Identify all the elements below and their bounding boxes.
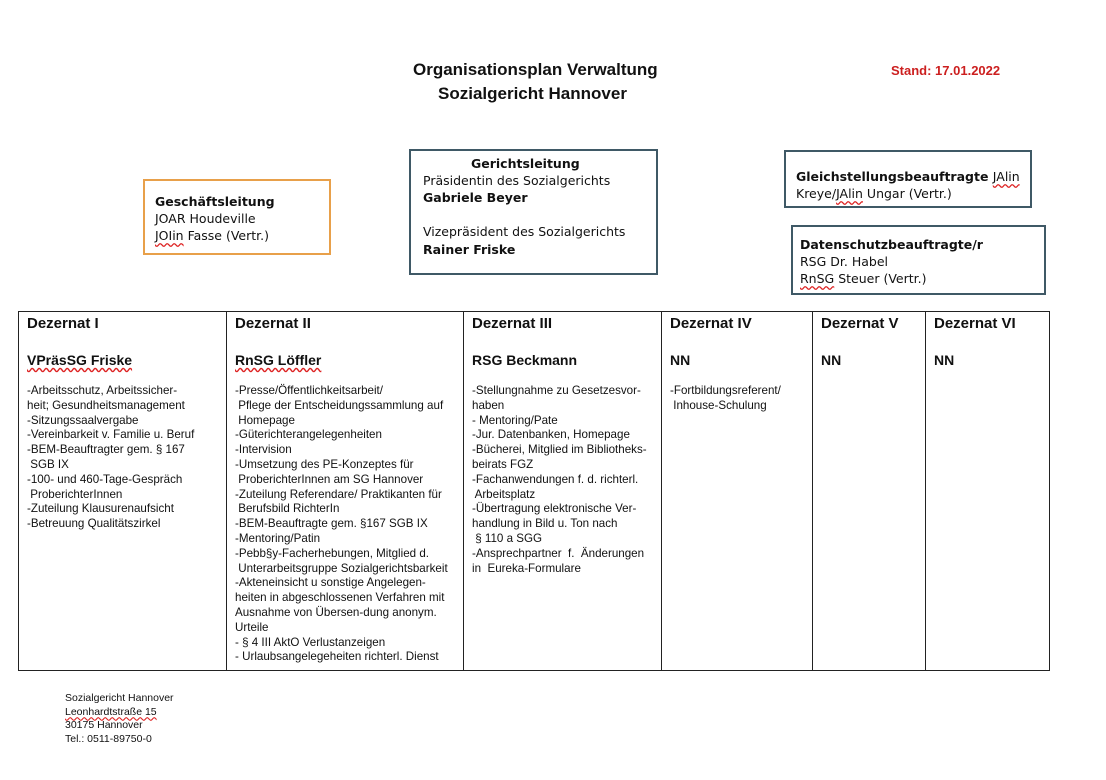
dezernat-task-item: ProberichterInnen am SG Hannover — [235, 472, 424, 486]
dezernat-task-item: ProberichterInnen — [27, 487, 123, 501]
geschaeftsleitung-heading: Geschäftsleitung — [155, 194, 275, 209]
datenschutz-box — [791, 225, 1046, 295]
gerichtsleitung-president-title: Präsidentin des Sozialgerichts — [423, 173, 611, 188]
dezernat-lead: NN — [670, 352, 691, 368]
dezernat-task-item: -Jur. Datenbanken, Homepage — [472, 428, 630, 442]
dezernat-heading: Dezernat II — [235, 315, 311, 332]
stand-date: Stand: 17.01.2022 — [891, 63, 1001, 78]
dezernat-task-item: Berufsbild RichterIn — [235, 502, 340, 516]
dezernat-cell — [227, 312, 464, 671]
dezernat-task-item: handlung in Bild u. Ton nach — [472, 517, 618, 531]
dezernat-task-item: Inhouse-Schulung — [670, 398, 767, 412]
dezernat-heading: Dezernat III — [472, 315, 553, 332]
dezernat-task-item: Unterarbeitsgruppe Sozialgerichtsbarkeit — [235, 561, 448, 575]
dezernat-task-item: heiten in abgeschlossenen Verfahren mit — [235, 591, 445, 605]
footer-address-line2 — [65, 706, 174, 720]
dezernat-task-item: -Fachanwendungen f. d. richterl. — [472, 472, 639, 486]
geschaeftsleitung-line2 — [155, 227, 329, 244]
gerichtsleitung-vice-name: Rainer Friske — [423, 242, 516, 257]
dezernat-task-item: -Betreuung Qualitätszirkel — [27, 517, 161, 531]
gerichtsleitung-vice-title: Vizepräsident des Sozialgerichts — [423, 224, 626, 239]
dezernat-task-item: - § 4 III AktO Verlustanzeigen — [235, 635, 386, 649]
dezernat-task-item: -Mentoring/Patin — [235, 531, 321, 545]
datenschutz-line2 — [800, 270, 1044, 287]
gleichstellung-line2 — [796, 185, 1030, 202]
footer-address — [65, 692, 174, 746]
dezernat-cell — [662, 312, 813, 671]
dezernat-task-item: -Stellungnahme zu Gesetzesvor- — [472, 384, 641, 397]
dezernat-task-item: beirats FGZ — [472, 457, 534, 471]
dezernat-task-list — [19, 384, 226, 532]
dezernat-task-item: -Arbeitsschutz, Arbeitssicher- — [27, 384, 178, 397]
footer-address-line1: Sozialgericht Hannover — [65, 692, 174, 704]
dezernat-heading: Dezernat IV — [670, 315, 752, 332]
footer-address-line4: Tel.: 0511-89750-0 — [65, 732, 152, 745]
dezernat-task-item: - Urlaubsangelegeheiten richterl. Dienst — [235, 650, 439, 664]
dezernat-heading: Dezernat V — [821, 315, 899, 332]
dezernat-task-item: -Übertragung elektronische Ver- — [472, 502, 637, 516]
dezernat-task-item: heit; Gesundheitsmanagement — [27, 398, 185, 412]
dezernat-task-item: -Fortbildungsreferent/ — [670, 384, 781, 397]
dezernat-task-list — [227, 384, 463, 665]
dezernat-task-item: -BEM-Beauftragte gem. §167 SGB IX — [235, 517, 428, 531]
gerichtsleitung-president-name: Gabriele Beyer — [423, 190, 528, 205]
dezernat-task-item: -Güterichterangelegenheiten — [235, 428, 382, 442]
dezernat-lead — [227, 351, 463, 369]
dezernat-task-item: -Ansprechpartner f. Änderungen — [472, 546, 645, 560]
dezernat-lead: NN — [934, 352, 955, 368]
datenschutz-heading: Datenschutzbeauftragte/r — [800, 237, 983, 252]
dezernat-cell — [813, 312, 926, 671]
dezernat-lead: RSG Beckmann — [472, 352, 578, 368]
datenschutz-line2-rest: Steuer (Vertr.) — [834, 271, 927, 286]
gleichstellung-heading-text: Gleichstellungsbeauftragte — [796, 169, 993, 184]
dezernat-task-list — [464, 384, 661, 576]
footer-address-line3: 30175 Hannover — [65, 719, 143, 731]
document-title-line1: Organisationsplan Verwaltung — [413, 60, 658, 79]
dezernat-task-item: -Presse/Öffentlichkeitsarbeit/ — [235, 384, 383, 397]
dezernat-task-item: -Vereinbarkeit v. Familie u. Beruf — [27, 428, 195, 442]
dezernat-task-item: -Zuteilung Referendare/ Praktikanten für — [235, 487, 442, 501]
gerichtsleitung-heading: Gerichtsleitung — [471, 156, 580, 171]
dezernat-task-item: -Sitzungssaalvergabe — [27, 413, 139, 427]
dezernat-task-item: Arbeitsplatz — [472, 487, 536, 501]
gleichstellung-box — [784, 150, 1032, 208]
footer-street: Leonhardtstraße 15 — [65, 705, 157, 718]
dezernat-cell — [926, 312, 1050, 671]
dezernat-task-item: -100- und 460-Tage-Gespräch — [27, 472, 183, 486]
gleichstellung-line2-name: JAlin — [836, 186, 863, 201]
dezernat-task-item: -Intervision — [235, 443, 292, 457]
dezernat-task-item: Pflege der Entscheidungssammlung auf — [235, 398, 444, 412]
dezernat-task-item: -Pebb§y-Facherhebungen, Mitglied d. — [235, 546, 429, 560]
geschaeftsleitung-line2-rest: Fasse (Vertr.) — [183, 228, 270, 243]
dezernat-task-item: -Zuteilung Klausurenaufsicht — [27, 502, 174, 516]
gleichstellung-heading — [796, 168, 1030, 185]
datenschutz-line1: RSG Dr. Habel — [800, 254, 889, 269]
gleichstellung-line2-rest: Ungar (Vertr.) — [862, 186, 952, 201]
dezernat-task-item: SGB IX — [27, 457, 69, 471]
dezernat-task-list — [662, 384, 812, 414]
dezernat-task-item: in Eureka-Formulare — [472, 561, 581, 575]
dezernat-lead-name: VPräsSG Friske — [27, 352, 133, 368]
geschaeftsleitung-box — [143, 179, 331, 255]
dezernat-task-item: -Bücherei, Mitglied im Bibliotheks- — [472, 443, 647, 457]
dezernat-lead: NN — [821, 352, 842, 368]
dezernat-task-item: -BEM-Beauftragter gem. § 167 — [27, 443, 185, 457]
gleichstellung-heading-name: JAlin — [992, 169, 1020, 184]
dezernat-heading: Dezernat I — [27, 315, 99, 332]
dezernat-task-item: -Akteneinsicht u sonstige Angelegen- — [235, 576, 426, 590]
geschaeftsleitung-line2-prefix: JOIin — [155, 228, 184, 243]
dezernat-lead-name: RnSG Löffler — [235, 352, 322, 368]
geschaeftsleitung-line1: JOAR Houdeville — [155, 211, 256, 226]
dezernat-task-item: Homepage — [235, 413, 295, 427]
dezernate-table — [18, 311, 1050, 671]
dezernat-lead — [19, 351, 226, 369]
gerichtsleitung-box — [409, 149, 658, 275]
dezernat-task-item: - Mentoring/Pate — [472, 413, 558, 427]
dezernat-cell — [464, 312, 662, 671]
document-title-line2: Sozialgericht Hannover — [438, 84, 627, 103]
dezernat-heading: Dezernat VI — [934, 315, 1016, 332]
dezernat-cell — [19, 312, 227, 671]
datenschutz-line2-prefix: RnSG — [800, 271, 835, 286]
dezernat-task-item: Ausnahme von Übersen-dung anonym. — [235, 605, 437, 619]
gleichstellung-line2-part1: Kreye/ — [796, 186, 837, 201]
dezernat-task-item: haben — [472, 398, 505, 412]
dezernat-task-item: § 110 a SGG — [472, 531, 543, 545]
dezernat-task-item: Urteile — [235, 620, 269, 634]
dezernat-task-item: -Umsetzung des PE-Konzeptes für — [235, 457, 414, 471]
